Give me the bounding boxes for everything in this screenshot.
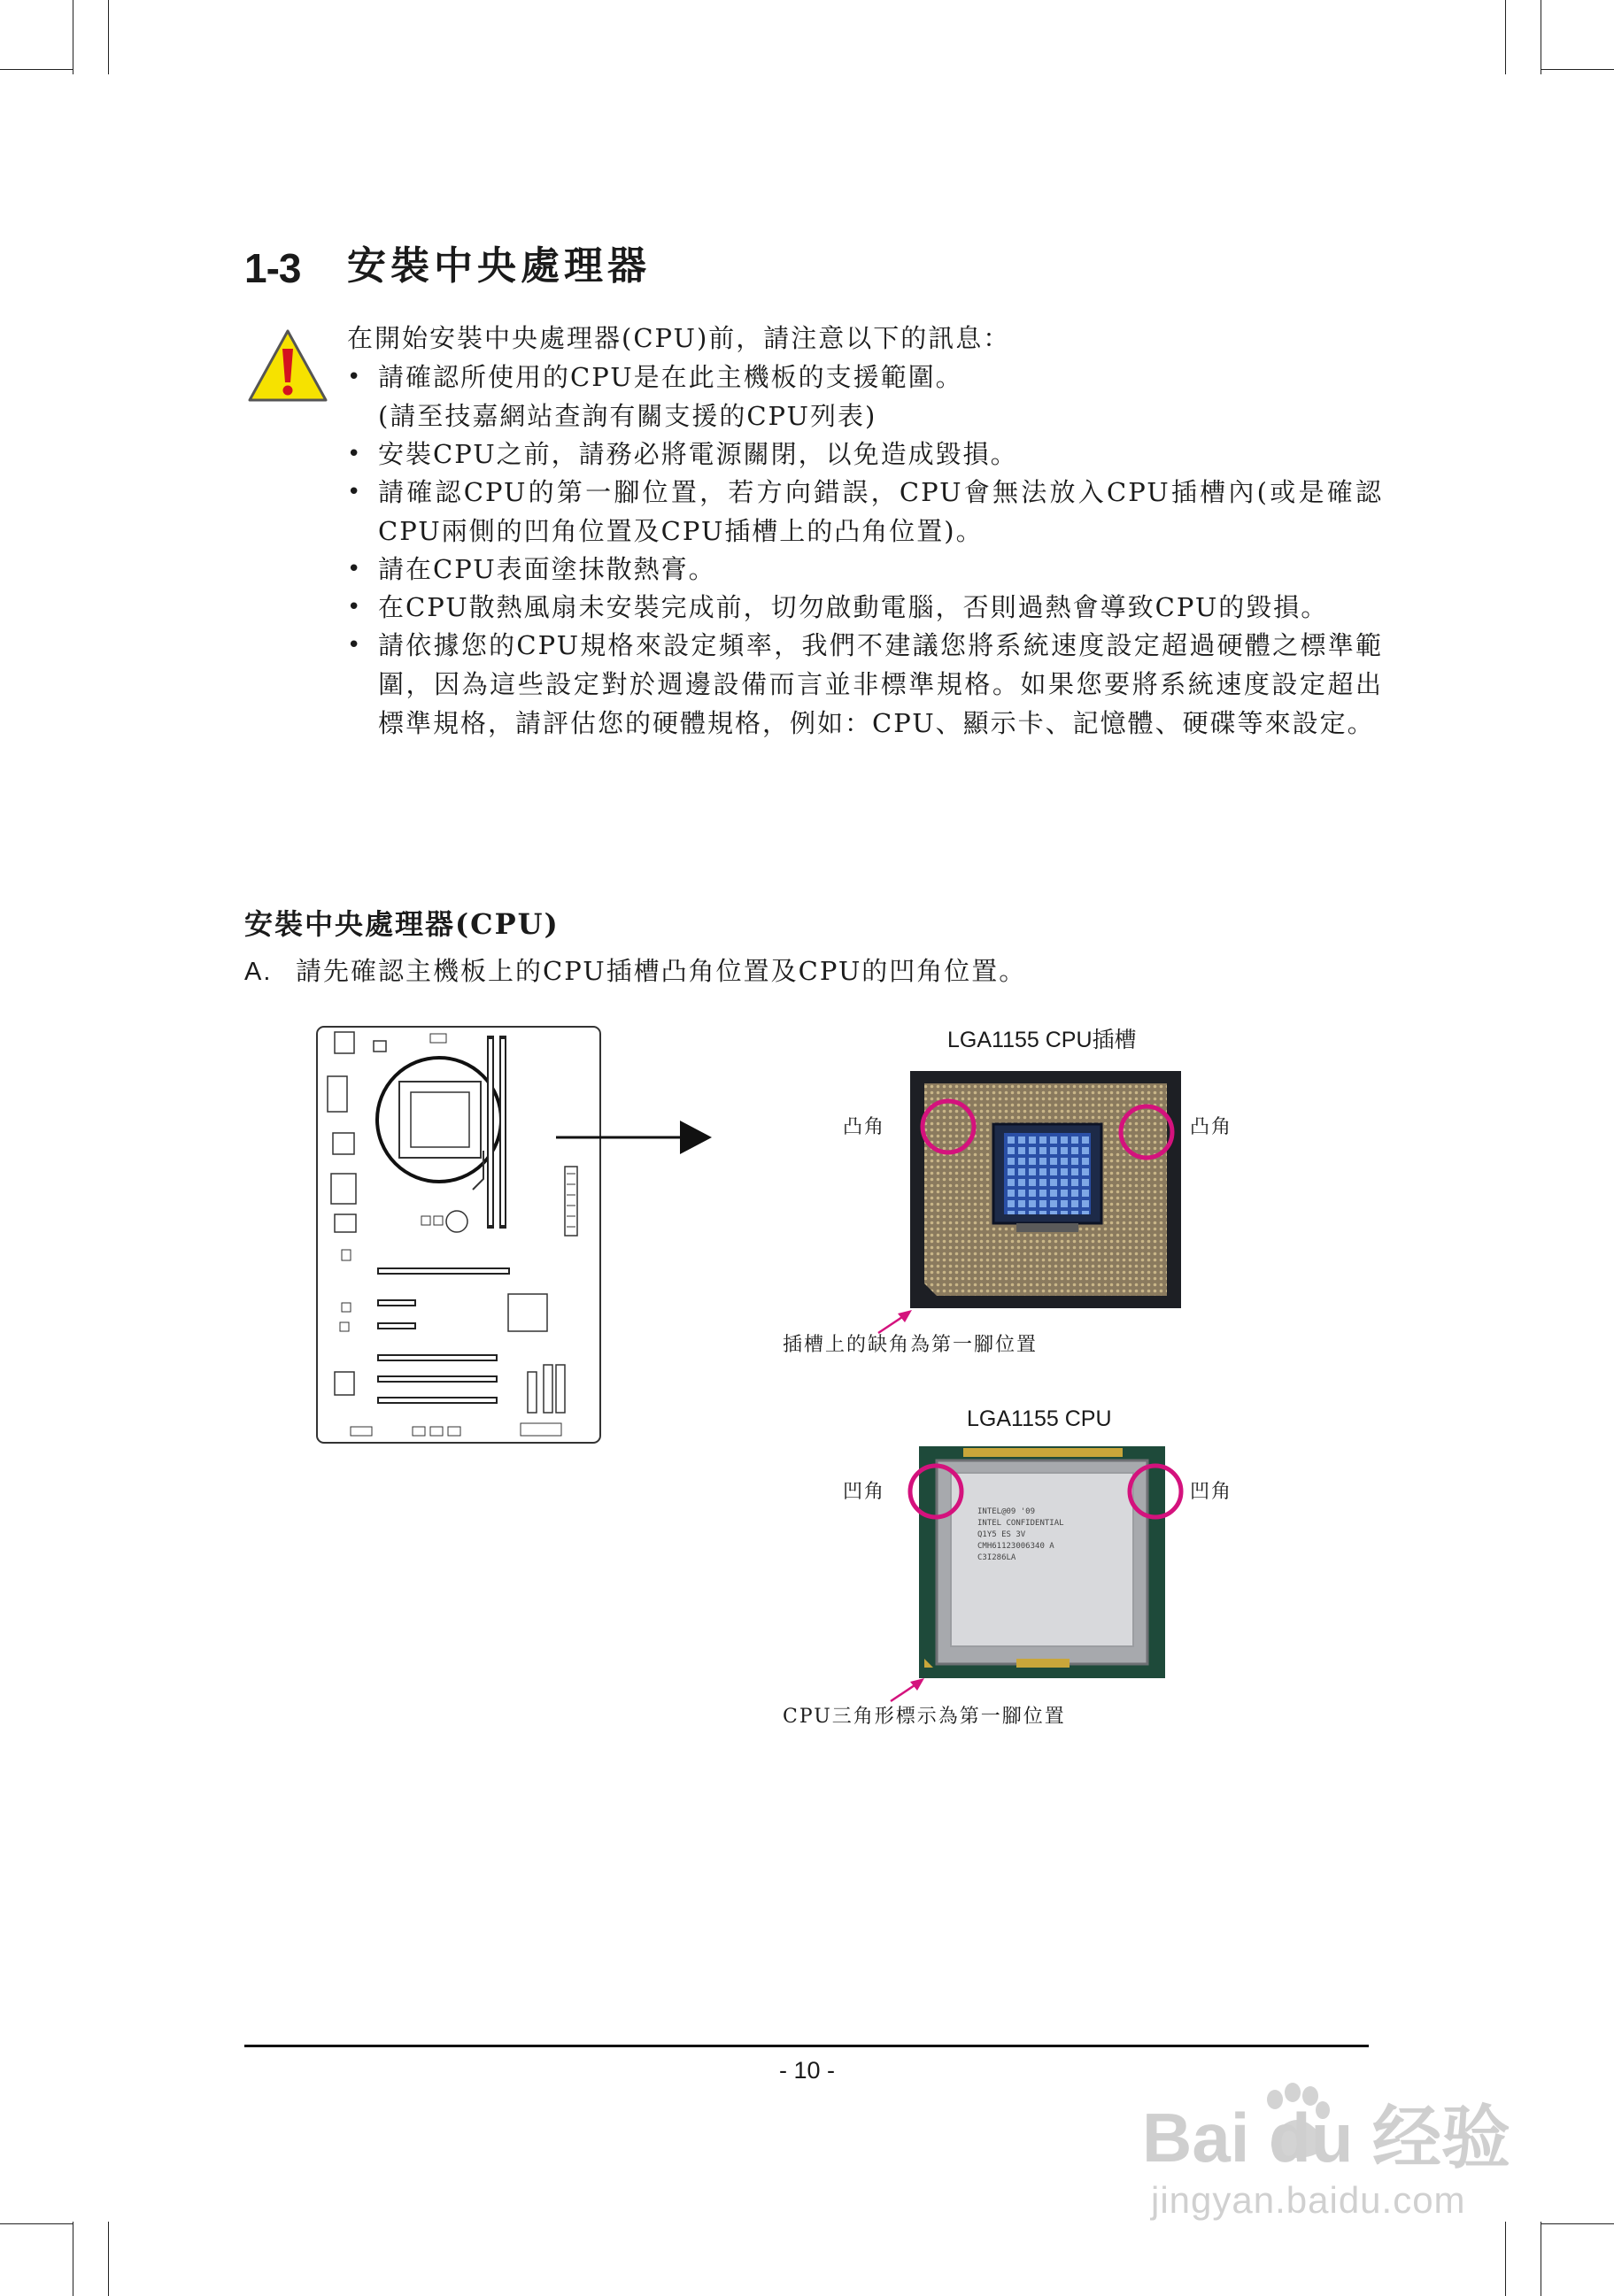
cpu-chip-text: C3I286LA	[977, 1553, 1016, 1562]
warning-item-text: 請在CPU表面塗抹散熱膏。	[378, 554, 716, 584]
warning-intro: 在開始安裝中央處理器(CPU)前，請注意以下的訊息：	[347, 323, 1011, 353]
socket-pin1-caption: 插槽上的缺角為第一腳位置	[783, 1334, 1039, 1356]
warning-item: • 請確認CPU的第一腳位置，若方向錯誤，CPU會無法放入CPU插槽內(或是確認CPU兩側的凹角位置及CPU插槽上的凸角位置)。	[347, 477, 1383, 546]
cpu-pin1-pointer	[887, 1675, 928, 1705]
cpu-left-notch-circle	[907, 1462, 965, 1521]
warning-item: • 請依據您的CPU規格來設定頻率，我們不建議您將系統速度設定超過硬體之標準範圍，因為這些設定對於週邊設備而言並非標準規格。如果您要將系統速度設定超出標準規格，請評估您的硬體規格，例如：CPU、顯示卡、記憶體、硬碟等來設定。	[347, 630, 1383, 738]
arrow-right-icon	[556, 1117, 712, 1158]
watermark-logo: Bai du 经验	[1142, 2099, 1511, 2177]
cpu-pin1-caption: CPU三角形標示為第一腳位置	[783, 1706, 1066, 1728]
warning-item-text: 在CPU散熱風扇未安裝完成前，切勿啟動電腦，否則過熱會導致CPU的毀損。	[378, 592, 1329, 622]
warning-item: • 請確認所使用的CPU是在此主機板的支援範圍。 (請至技嘉網站查詢有關支援的CPU列表)	[347, 358, 1383, 435]
step-a	[244, 952, 1026, 990]
cpu-right-notch-circle	[1126, 1462, 1185, 1521]
page-number: - 10 -	[778, 2057, 836, 2084]
watermark-url: jingyan.baidu.com	[1151, 2179, 1466, 2221]
cpu-figure-title: LGA1155 CPU	[967, 1406, 1112, 1431]
warning-item-text: 請確認所使用的CPU是在此主機板的支援範圍。	[378, 362, 963, 392]
warning-item-sub: (請至技嘉網站查詢有關支援的CPU列表)	[378, 401, 877, 431]
warning-list	[347, 358, 1383, 742]
socket-right-key-circle	[1117, 1103, 1176, 1161]
crop-mark	[1541, 69, 1614, 70]
crop-mark	[1541, 2223, 1614, 2224]
socket-figure-title: LGA1155 CPU插槽	[947, 1028, 1137, 1052]
socket-left-key-circle	[919, 1098, 977, 1156]
cpu-right-notch-label: 凹角	[1190, 1481, 1233, 1503]
warning-item-text: 請確認CPU的第一腳位置，若方向錯誤，CPU會無法放入CPU插槽內(或是確認CPU兩側的凹角位置及CPU插槽上的凸角位置)。	[378, 477, 1383, 546]
crop-mark	[1505, 2222, 1506, 2296]
socket-right-key-label: 凸角	[1190, 1116, 1233, 1138]
cpu-chip-text: Q1Y5 ES 3V	[977, 1530, 1026, 1539]
warning-item-text: 安裝CPU之前，請務必將電源關閉，以免造成毀損。	[378, 439, 1018, 469]
section-title: 安裝中央處理器	[347, 243, 651, 289]
crop-mark	[108, 0, 109, 74]
warning-item: • 在CPU散熱風扇未安裝完成前，切勿啟動電腦，否則過熱會導致CPU的毀損。	[347, 592, 1329, 622]
warning-triangle-icon	[246, 327, 329, 404]
baidu-paw-logo	[1142, 2080, 1514, 2177]
crop-mark	[0, 2223, 73, 2224]
section-number: 1-3	[244, 245, 301, 291]
footer-rule	[244, 2045, 1369, 2047]
crop-mark	[108, 2222, 109, 2296]
warning-item-text: 請依據您的CPU規格來設定頻率，我們不建議您將系統速度設定超過硬體之標準範圍，因為這些設定對於週邊設備而言並非標準規格。如果您要將系統速度設定超出標準規格，請評估您的硬體規格，例如：CPU、顯示卡、記憶體、硬碟等來設定。	[378, 630, 1383, 738]
socket-pin1-pointer	[875, 1306, 915, 1337]
motherboard-diagram	[315, 1018, 607, 1448]
cpu-chip-text: CMH61123006340 A	[977, 1542, 1054, 1551]
step-letter: A.	[244, 958, 273, 986]
step-text: 請先確認主機板上的CPU插槽凸角位置及CPU的凹角位置。	[296, 956, 1027, 986]
crop-mark	[1505, 0, 1506, 74]
socket-left-key-label: 凸角	[843, 1116, 886, 1138]
cpu-chip-text: INTEL@09 '09	[977, 1507, 1036, 1516]
warning-item: • 請在CPU表面塗抹散熱膏。	[347, 554, 716, 584]
crop-mark	[0, 69, 73, 70]
warning-item: • 安裝CPU之前，請務必將電源關閉，以免造成毀損。	[347, 439, 1018, 469]
cpu-left-notch-label: 凹角	[843, 1481, 886, 1503]
install-heading: 安裝中央處理器(CPU)	[244, 907, 560, 941]
cpu-chip-text: INTEL CONFIDENTIAL	[977, 1519, 1064, 1528]
